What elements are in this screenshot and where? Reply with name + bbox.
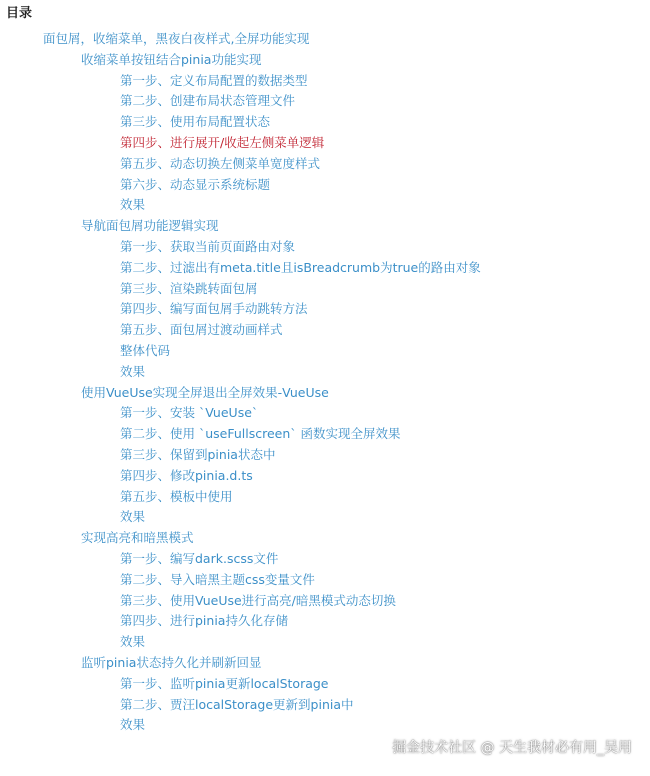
toc-item-level-2[interactable]: 使用VueUse实现全屏退出全屏效果-VueUse: [81, 384, 329, 400]
toc-item-level-3[interactable]: 第四步、修改pinia.d.ts: [120, 467, 253, 483]
toc-item-level-2[interactable]: 导航面包屑功能逻辑实现: [81, 218, 219, 234]
toc-item-level-3[interactable]: 第一步、监听pinia更新localStorage: [120, 675, 329, 691]
toc-item-level-3[interactable]: 效果: [120, 717, 146, 733]
toc-item-level-3[interactable]: 效果: [120, 509, 146, 525]
toc-item-level-3[interactable]: 效果: [120, 363, 146, 379]
toc-item-level-3[interactable]: 第二步、创建布局状态管理文件: [120, 93, 296, 109]
toc-item-level-3[interactable]: 第二步、过滤出有meta.title且isBreadcrumb为true的路由对象: [120, 259, 481, 275]
toc-item-level-2[interactable]: 收缩菜单按钮结合pinia功能实现: [81, 51, 262, 67]
toc-item-level-3[interactable]: 效果: [120, 634, 146, 650]
toc-item-level-2[interactable]: 监听pinia状态持久化并刷新回显: [81, 654, 262, 670]
toc-item-level-3[interactable]: 整体代码: [120, 342, 171, 358]
toc-item-level-3[interactable]: 第三步、渲染跳转面包屑: [120, 280, 258, 296]
toc-title: 目录: [6, 6, 33, 21]
toc-item-level-3[interactable]: 第二步、导入暗黑主题css变量文件: [120, 571, 315, 587]
toc-item-level-3[interactable]: 第四步、进行展开/收起左侧菜单逻辑: [120, 134, 325, 150]
toc-item-level-3[interactable]: 第四步、进行pinia持久化存储: [120, 613, 288, 629]
toc-item-level-2[interactable]: 实现高亮和暗黑模式: [81, 530, 194, 546]
toc-item-level-3[interactable]: 效果: [120, 197, 146, 213]
toc-item-level-3[interactable]: 第三步、保留到pinia状态中: [120, 446, 276, 462]
toc-item-level-3[interactable]: 第五步、模板中使用: [120, 488, 233, 504]
toc-item-level-3[interactable]: 第一步、定义布局配置的数据类型: [120, 72, 308, 88]
toc-list: [0, 29, 650, 736]
toc-item-level-3[interactable]: 第五步、动态切换左侧菜单宽度样式: [120, 155, 321, 171]
toc-item-level-3[interactable]: 第一步、编写dark.scss文件: [120, 550, 279, 566]
toc-item-level-3[interactable]: 第一步、获取当前页面路由对象: [120, 238, 296, 254]
toc-item-level-3[interactable]: 第三步、使用布局配置状态: [120, 114, 271, 130]
toc-item-level-3[interactable]: 第五步、面包屑过渡动画样式: [120, 322, 283, 338]
toc-item-level-3[interactable]: 第二步、使用 `useFullscreen` 函数实现全屏效果: [120, 426, 401, 442]
toc-item-level-3[interactable]: 第三步、使用VueUse进行高亮/暗黑模式动态切换: [120, 592, 396, 608]
toc-item-level-3[interactable]: 第四步、编写面包屑手动跳转方法: [120, 301, 308, 317]
watermark: 掘金技术社区 @ 天生我材必有用_吴用: [392, 740, 632, 756]
toc-item-level-3[interactable]: 第二步、贾汪localStorage更新到pinia中: [120, 696, 354, 712]
toc-item-level-1[interactable]: 面包屑，收缩菜单，黑夜白夜样式,全屏功能实现: [43, 31, 310, 46]
toc-item-level-3[interactable]: 第六步、动态显示系统标题: [120, 176, 271, 192]
toc-item-level-3[interactable]: 第一步、安装 `VueUse`: [120, 405, 259, 421]
